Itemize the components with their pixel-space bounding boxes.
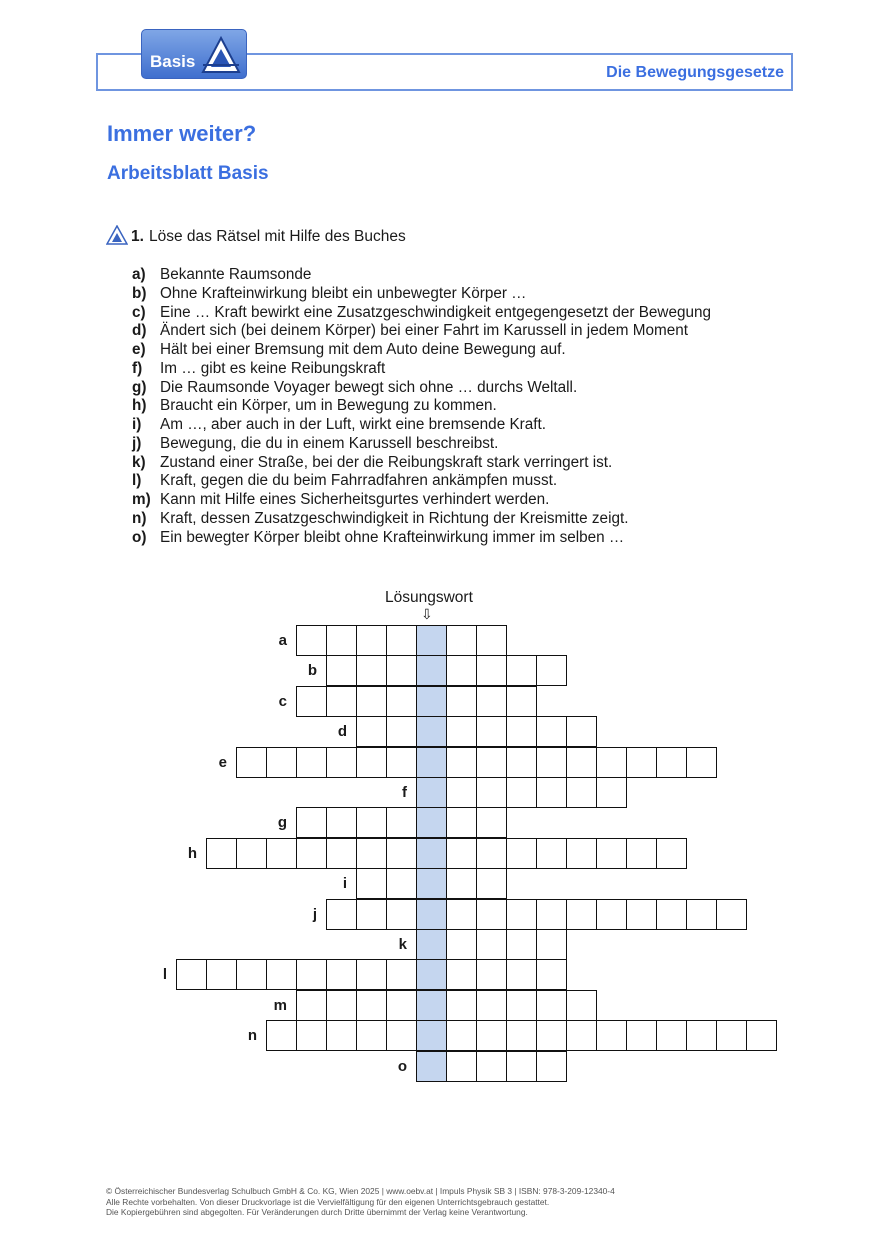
crossword-cell[interactable] — [446, 625, 477, 656]
clue-letter: m) — [132, 491, 151, 508]
clue-text: Braucht ein Körper, um in Bewegung zu kommen. — [160, 397, 497, 415]
crossword-cell[interactable] — [476, 899, 507, 930]
crossword-cell[interactable] — [506, 899, 537, 930]
crossword-cell[interactable] — [206, 838, 237, 869]
crossword-cell[interactable] — [476, 807, 507, 838]
crossword-cell[interactable] — [476, 777, 507, 808]
crossword-cell[interactable] — [356, 990, 387, 1021]
crossword-cell[interactable] — [266, 747, 297, 778]
crossword-cell[interactable] — [476, 1020, 507, 1051]
crossword-cell[interactable] — [356, 655, 387, 686]
clue-text: Eine … Kraft bewirkt eine Zusatzgeschwindigkeit entgegengesetzt der Bewegung — [160, 303, 712, 321]
crossword-cell[interactable] — [446, 868, 477, 899]
clue-letter: b) — [132, 284, 147, 302]
crossword-cell[interactable] — [356, 686, 387, 717]
crossword-cell[interactable] — [536, 777, 567, 808]
row-label: c — [278, 692, 287, 710]
crossword-cell[interactable] — [506, 716, 537, 747]
page-title: Immer weiter? — [107, 121, 257, 146]
clue-text: Kraft, dessen Zusatzgeschwindigkeit in Richtung der Kreismitte zeigt. — [160, 509, 629, 527]
crossword-cell[interactable] — [206, 959, 237, 990]
crossword-cell[interactable] — [386, 868, 417, 899]
crossword-cell[interactable] — [236, 747, 267, 778]
crossword-cell[interactable] — [566, 747, 597, 778]
basis-logo — [141, 29, 247, 79]
clue-letter: c) — [132, 303, 146, 321]
crossword-cell[interactable] — [476, 1051, 507, 1082]
crossword-cell[interactable] — [266, 959, 297, 990]
crossword-cell[interactable] — [536, 655, 567, 686]
crossword-cell[interactable] — [536, 747, 567, 778]
crossword-cell[interactable] — [536, 990, 567, 1021]
crossword-cell[interactable] — [326, 838, 357, 869]
crossword-cell[interactable] — [476, 716, 507, 747]
crossword-cell[interactable] — [566, 716, 597, 747]
clue-text: Die Raumsonde Voyager bewegt sich ohne … durchs Weltall. — [160, 378, 578, 396]
clue-item — [132, 397, 812, 416]
row-label: l — [162, 966, 167, 984]
clue-text: Zustand einer Straße, bei der die Reibungskraft stark verringert ist. — [160, 453, 613, 471]
crossword-cell[interactable] — [386, 838, 417, 869]
crossword-cell[interactable] — [296, 747, 327, 778]
level-triangle-icon — [106, 225, 128, 245]
clue-item — [132, 304, 812, 323]
clue-text: Am …, aber auch in der Luft, wirkt eine bremsende Kraft. — [160, 416, 546, 433]
crossword-cell[interactable] — [596, 899, 627, 930]
crossword-cell[interactable] — [566, 777, 597, 808]
clue-item — [132, 454, 812, 473]
crossword-cell[interactable] — [476, 686, 507, 717]
crossword-cell[interactable] — [356, 838, 387, 869]
row-label: o — [397, 1057, 407, 1075]
crossword-cell[interactable] — [386, 625, 417, 656]
clue-letter: f) — [132, 359, 143, 377]
logo-text: Basis — [150, 52, 196, 71]
clue-letter: a) — [132, 266, 146, 283]
crossword-cell[interactable] — [326, 747, 357, 778]
crossword-cell[interactable] — [446, 686, 477, 717]
crossword-cell[interactable] — [536, 1051, 567, 1082]
clue-text: Kann mit Hilfe eines Sicherheitsgurtes verhindert werden. — [160, 491, 550, 508]
crossword-cell[interactable] — [656, 1020, 687, 1051]
crossword-cell[interactable] — [506, 1051, 537, 1082]
crossword-cell[interactable] — [476, 625, 507, 656]
row-label: g — [277, 814, 287, 832]
crossword-cell[interactable] — [446, 959, 477, 990]
crossword-cell[interactable] — [446, 990, 477, 1021]
crossword-cell[interactable] — [326, 899, 357, 930]
crossword-cell[interactable] — [446, 807, 477, 838]
crossword-cell[interactable] — [386, 716, 417, 747]
crossword-cell[interactable] — [326, 807, 357, 838]
crossword-cell[interactable] — [596, 838, 627, 869]
crossword-cell[interactable] — [536, 1020, 567, 1051]
crossword-cell[interactable] — [386, 990, 417, 1021]
header-topic: Die Bewegungsgesetze — [606, 64, 784, 81]
crossword-cell[interactable] — [356, 716, 387, 747]
clue-text: Im … gibt es keine Reibungskraft — [160, 359, 386, 377]
crossword-cell[interactable] — [506, 838, 537, 869]
crossword-cell[interactable] — [686, 1020, 717, 1051]
solution-cell[interactable] — [416, 777, 447, 808]
solution-cell[interactable] — [416, 625, 447, 656]
crossword-cell[interactable] — [506, 1020, 537, 1051]
solution-cell[interactable] — [416, 838, 447, 869]
crossword-cell[interactable] — [176, 959, 207, 990]
clue-item — [132, 510, 812, 529]
clue-item — [132, 472, 812, 491]
crossword-cell[interactable] — [446, 929, 477, 960]
crossword-cell[interactable] — [476, 959, 507, 990]
clue-item — [132, 416, 812, 435]
crossword-cell[interactable] — [476, 990, 507, 1021]
clue-text: Kraft, gegen die du beim Fahrradfahren ankämpfen musst. — [160, 472, 558, 490]
crossword-cell[interactable] — [356, 807, 387, 838]
crossword-cell[interactable] — [506, 777, 537, 808]
crossword-cell[interactable] — [566, 1020, 597, 1051]
crossword-cell[interactable] — [356, 625, 387, 656]
footer-rights: Alle Rechte vorbehalten. Von dieser Druckvorlage ist die Vervielfältigung für den eigenen Unterrichtsgebrauch gestattet. — [106, 1196, 550, 1207]
crossword-cell[interactable] — [566, 990, 597, 1021]
crossword-cell[interactable] — [566, 838, 597, 869]
row-label: j — [312, 905, 317, 923]
crossword-cell[interactable] — [536, 716, 567, 747]
solution-cell[interactable] — [416, 716, 447, 747]
solution-cell[interactable] — [416, 807, 447, 838]
crossword-cell[interactable] — [326, 990, 357, 1021]
crossword-cell[interactable] — [626, 747, 657, 778]
crossword-cell[interactable] — [506, 959, 537, 990]
crossword-cell[interactable] — [446, 747, 477, 778]
crossword-cell[interactable] — [386, 686, 417, 717]
solution-cell[interactable] — [416, 868, 447, 899]
crossword-cell[interactable] — [356, 747, 387, 778]
crossword-cell[interactable] — [596, 777, 627, 808]
solution-cell[interactable] — [416, 655, 447, 686]
crossword-cell[interactable] — [446, 899, 477, 930]
crossword-cell[interactable] — [386, 1020, 417, 1051]
solution-cell[interactable] — [416, 959, 447, 990]
clue-item — [132, 491, 812, 510]
footer-copyright: © Österreichischer Bundesverlag Schulbuch GmbH & Co. KG, Wien 2025 | www.oebv.at | Impuls Physik SB 3 | ISBN: 978-3-209-12340-4 — [106, 1186, 615, 1196]
crossword-cell[interactable] — [476, 655, 507, 686]
row-label: e — [218, 753, 227, 771]
crossword-cell[interactable] — [386, 959, 417, 990]
clue-letter: g) — [132, 378, 147, 396]
page-subtitle: Arbeitsblatt Basis — [107, 163, 269, 184]
crossword-cell[interactable] — [266, 1020, 297, 1051]
crossword-cell[interactable] — [296, 625, 327, 656]
crossword-cell[interactable] — [326, 655, 357, 686]
row-label: m — [273, 996, 287, 1014]
row-label: n — [247, 1027, 257, 1045]
clue-letter: d) — [132, 322, 147, 340]
crossword-cell[interactable] — [746, 1020, 777, 1051]
clue-letter: k) — [132, 453, 146, 471]
crossword-cell[interactable] — [356, 899, 387, 930]
crossword-cell[interactable] — [656, 747, 687, 778]
clue-text: Ein bewegter Körper bleibt ohne Krafteinwirkung immer im selben … — [160, 528, 625, 546]
crossword-cell[interactable] — [536, 959, 567, 990]
crossword-cell[interactable] — [476, 868, 507, 899]
task-number: 1. — [131, 228, 144, 245]
clue-letter: h) — [132, 397, 147, 415]
crossword-cell[interactable] — [446, 1051, 477, 1082]
clue-text: Ändert sich (bei deinem Körper) bei einer Fahrt im Karussell in jedem Moment — [160, 322, 688, 340]
crossword-cell[interactable] — [326, 625, 357, 656]
crossword-cell[interactable] — [626, 838, 657, 869]
clue-letter: i) — [132, 416, 142, 433]
crossword-cell[interactable] — [656, 899, 687, 930]
clue-item — [132, 529, 812, 548]
crossword-cell[interactable] — [386, 899, 417, 930]
footer — [106, 1186, 615, 1218]
crossword-cell[interactable] — [596, 1020, 627, 1051]
solution-cell[interactable] — [416, 1020, 447, 1051]
clue-text: Hält bei einer Bremsung mit dem Auto deine Bewegung auf. — [160, 341, 566, 358]
clue-letter: o) — [132, 528, 147, 546]
crossword-cell[interactable] — [596, 747, 627, 778]
clue-item — [132, 285, 812, 304]
crossword-cell[interactable] — [446, 777, 477, 808]
crossword-cell[interactable] — [626, 899, 657, 930]
solution-cell[interactable] — [416, 990, 447, 1021]
solution-cell[interactable] — [416, 929, 447, 960]
crossword-cell[interactable] — [326, 686, 357, 717]
clue-letter: j) — [132, 434, 142, 452]
crossword-cell[interactable] — [716, 1020, 747, 1051]
clue-letter: l) — [132, 472, 142, 490]
crossword-cell[interactable] — [356, 868, 387, 899]
crossword-cell[interactable] — [686, 899, 717, 930]
clue-text: Bekannte Raumsonde — [160, 266, 312, 283]
crossword-cell[interactable] — [506, 747, 537, 778]
crossword-cell[interactable] — [536, 899, 567, 930]
crossword-cell[interactable] — [446, 655, 477, 686]
crossword-cell[interactable] — [296, 807, 327, 838]
clue-item — [132, 379, 812, 398]
crossword-cell[interactable] — [446, 716, 477, 747]
crossword-cell[interactable] — [446, 838, 477, 869]
crossword-cell[interactable] — [386, 747, 417, 778]
clue-item — [132, 360, 812, 379]
down-arrow-icon: ⇩ — [421, 606, 433, 622]
crossword-cell[interactable] — [236, 959, 267, 990]
crossword-cell[interactable] — [686, 747, 717, 778]
crossword-cell[interactable] — [446, 1020, 477, 1051]
crossword-cell[interactable] — [476, 747, 507, 778]
crossword-cell[interactable] — [296, 686, 327, 717]
crossword-cell[interactable] — [236, 838, 267, 869]
row-label: a — [278, 632, 287, 649]
clue-item — [132, 266, 812, 285]
clue-text: Ohne Krafteinwirkung bleibt ein unbewegter Körper … — [160, 284, 527, 302]
crossword-cell[interactable] — [506, 686, 537, 717]
solution-cell[interactable] — [416, 1051, 447, 1082]
row-label: d — [337, 723, 347, 741]
row-label: k — [398, 936, 407, 953]
crossword-cell[interactable] — [296, 959, 327, 990]
clue-item — [132, 435, 812, 454]
row-label: b — [307, 662, 317, 680]
crossword-cell[interactable] — [266, 838, 297, 869]
crossword-cell[interactable] — [356, 959, 387, 990]
crossword-cell[interactable] — [506, 990, 537, 1021]
solution-word-label: Lösungswort — [385, 589, 473, 606]
crossword-cell[interactable] — [476, 838, 507, 869]
crossword-cell[interactable] — [356, 1020, 387, 1051]
clue-letter: e) — [132, 341, 146, 358]
crossword-cell[interactable] — [626, 1020, 657, 1051]
clue-item — [132, 322, 812, 341]
crossword-cell[interactable] — [506, 655, 537, 686]
crossword-cell[interactable] — [326, 1020, 357, 1051]
crossword-cell[interactable] — [656, 838, 687, 869]
crossword-cell[interactable] — [476, 929, 507, 960]
crossword-cell[interactable] — [536, 929, 567, 960]
task-text: Löse das Rätsel mit Hilfe des Buches — [149, 228, 406, 245]
crossword-cell[interactable] — [296, 838, 327, 869]
row-label: i — [342, 875, 347, 893]
crossword-cell[interactable] — [386, 655, 417, 686]
footer-fees: Die Kopiergebühren sind abgegolten. Für Veränderungen durch Dritte übernimmt der Verlag keine Verantwortung. — [106, 1207, 528, 1217]
row-label: f — [402, 784, 407, 801]
solution-cell[interactable] — [416, 747, 447, 778]
crossword-cell[interactable] — [716, 899, 747, 930]
clue-item — [132, 341, 812, 360]
crossword-cell[interactable] — [386, 807, 417, 838]
clue-text: Bewegung, die du in einem Karussell beschreibst. — [160, 434, 499, 452]
clue-list — [132, 266, 812, 547]
solution-cell[interactable] — [416, 899, 447, 930]
crossword-cell[interactable] — [296, 1020, 327, 1051]
crossword-cell[interactable] — [566, 899, 597, 930]
triangle-logo-icon — [200, 35, 242, 75]
crossword-cell[interactable] — [296, 990, 327, 1021]
solution-cell[interactable] — [416, 686, 447, 717]
clue-letter: n) — [132, 509, 147, 527]
crossword-cell[interactable] — [536, 838, 567, 869]
crossword-cell[interactable] — [506, 929, 537, 960]
row-label: h — [187, 844, 197, 862]
crossword-cell[interactable] — [326, 959, 357, 990]
